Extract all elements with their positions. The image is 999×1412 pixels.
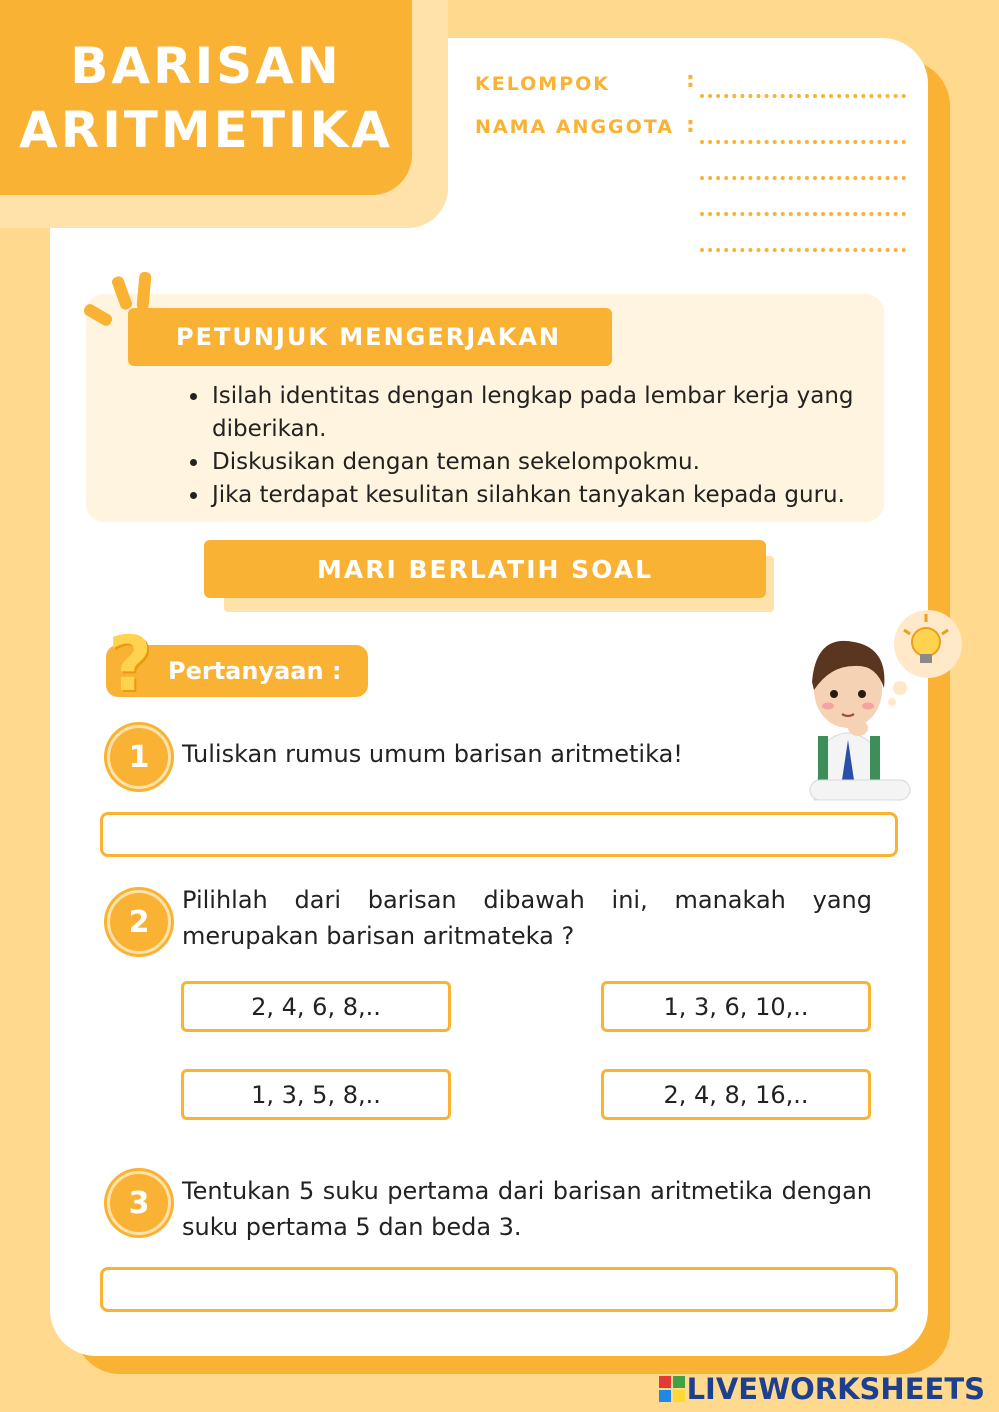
question-1-answer-input[interactable] [100,812,898,857]
group-name-field[interactable] [700,94,906,98]
instruction-item: • Diskusikan dengan teman sekelompokmu. [210,446,890,479]
instructions-list [180,380,890,512]
group-colon: : [686,68,695,93]
instructions-heading: PETUNJUK MENGERJAKAN [128,308,612,366]
liveworksheets-logo[interactable] [659,1372,985,1406]
question-number-1: 1 [107,725,171,789]
brand-name: LIVEWORKSHEETS [686,1372,985,1406]
instruction-item: • Isilah identitas dengan lengkap pada lembar kerja yang diberikan. [210,380,890,446]
question-1-text: Tuliskan rumus umum barisan aritmetika! [182,740,683,768]
questions-label: Pertanyaan : [106,645,368,697]
liveworksheets-logo-icon [659,1376,685,1402]
question-2-option[interactable]: 2, 4, 8, 16,.. [601,1069,871,1120]
question-2-text: Pilihlah dari barisan dibawah ini, manakah yang merupakan barisan aritmateka ? [182,886,872,950]
question-number-2: 2 [107,890,171,954]
instruction-item: • Jika terdapat kesulitan silahkan tanyakan kepada guru. [210,479,890,512]
member-name-field-2[interactable] [700,176,906,180]
question-3-answer-input[interactable] [100,1267,898,1312]
worksheet-title [0,0,412,195]
question-2-option[interactable]: 1, 3, 6, 10,.. [601,981,871,1032]
question-mark-icon: ? [108,619,153,708]
members-label: NAMA ANGGOTA [475,116,674,138]
question-3-text: Tentukan 5 suku pertama dari barisan aritmetika dengan suku pertama 5 dan beda 3. [182,1177,872,1241]
practice-heading: MARI BERLATIH SOAL [204,540,766,598]
title-line-1: BARISAN [70,36,342,95]
title-line-2: ARITMETIKA [19,100,393,159]
group-label: KELOMPOK [475,73,610,95]
members-colon: : [686,113,695,138]
member-name-field-4[interactable] [700,248,906,252]
member-name-field-1[interactable] [700,140,906,144]
member-name-field-3[interactable] [700,212,906,216]
question-number-3: 3 [107,1171,171,1235]
question-2-option[interactable]: 1, 3, 5, 8,.. [181,1069,451,1120]
thinking-student-illustration [796,604,972,804]
question-2-option[interactable]: 2, 4, 6, 8,.. [181,981,451,1032]
